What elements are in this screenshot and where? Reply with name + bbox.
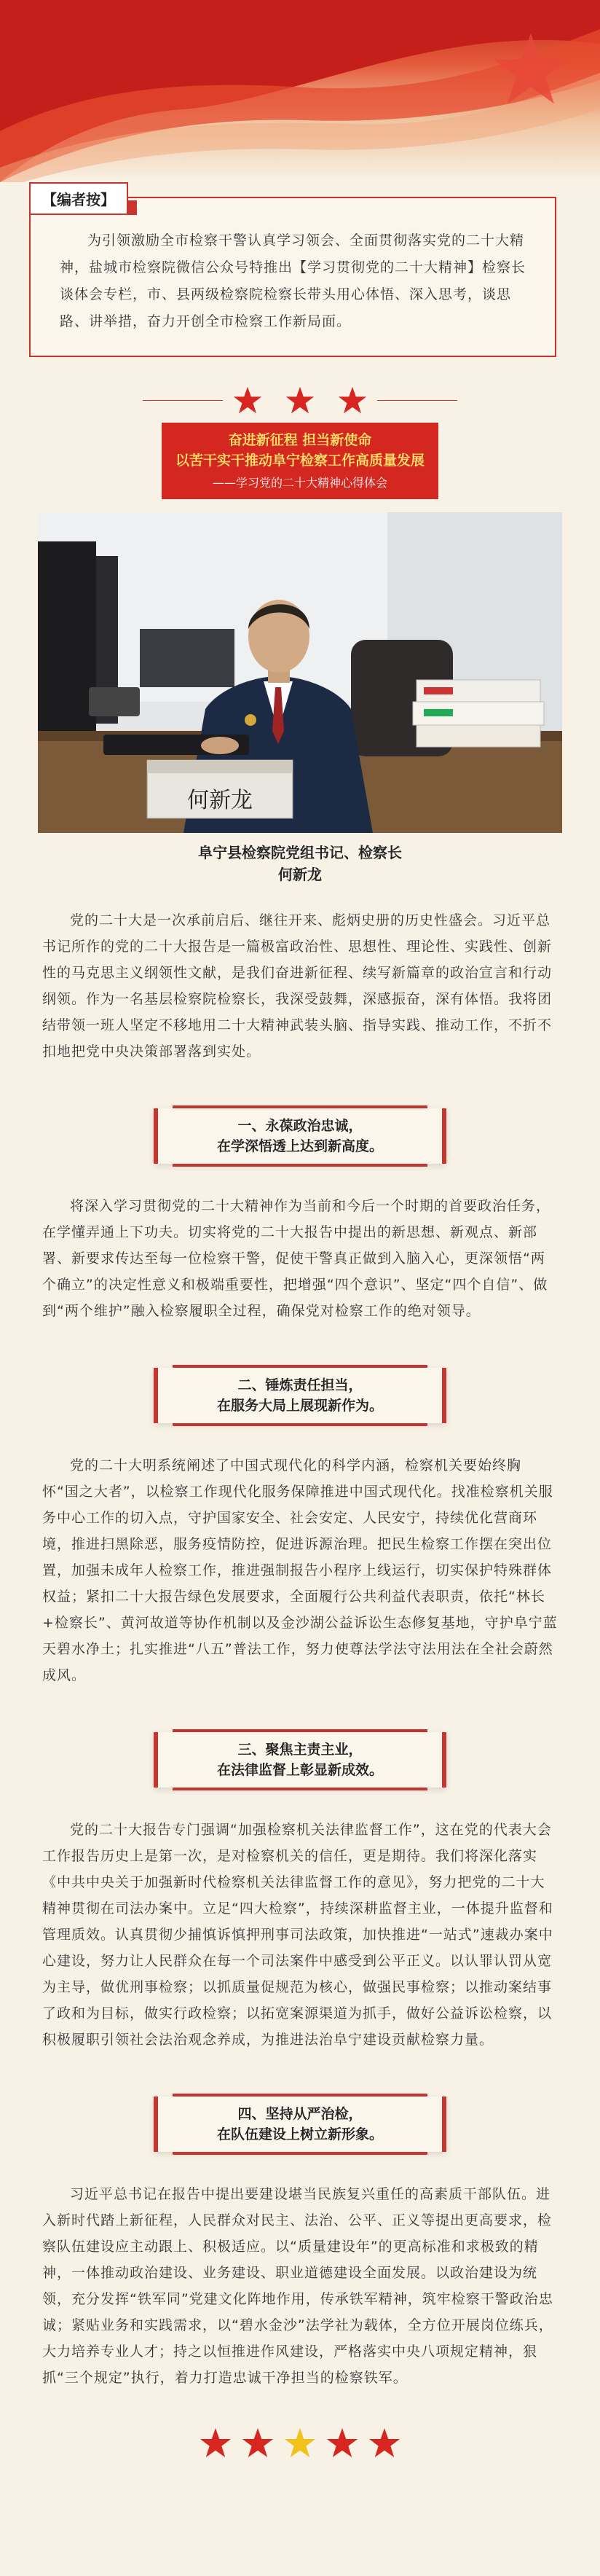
section-heading-1 [143, 1101, 457, 1171]
section-1-paragraph: 将深入学习贯彻党的二十大精神作为当前和今后一个时期的首要政治任务，在学懂弄通上下功夫。切实将党的二十大报告中提出的新思想、新观点、新部署、新要求传达至每一位检察干警，促使干警真正做到入脑入心，更深领悟“两个确立”的决定性意义和极端重要性，把增强“四个意识”、坚定“四个自信”、做到“两个维护”融入检察履职全过程，确保党对检察工作的绝对领导。 [42, 1198, 551, 1319]
red-star-icon [338, 386, 367, 414]
section-1-heading-line-1: 一、永葆政治忠诚， [237, 1118, 363, 1134]
article-title-box [162, 423, 438, 499]
editor-note-tag: 【编者按】 [29, 182, 128, 215]
intro-paragraph: 党的二十大是一次承前启后、继往开来、彪炳史册的历史性盛会。习近平总书记所作的党的二十大报告是一篇极富政治性、思想性、理论性、实践性、创新性的马克思主义纲领性文献，是我们奋进新征程、续写新篇章的政治宣言和行动纲领。作为一名基层检察院检察长，我深受鼓舞，深感振奋，深有体悟。我将团结带领一班人坚定不移地用二十大精神武装头脑、指导实践、推动工作，不折不扣地把党中央决策部署落到实处。 [42, 912, 553, 1060]
red-star-icon [285, 386, 315, 414]
section-4-heading-line-1: 四、坚持从严治检， [237, 2106, 363, 2122]
stars-divider [0, 386, 600, 414]
section-1-heading-line-2: 在学深悟透上达到新高度。 [216, 1138, 383, 1154]
divider-line-left [143, 400, 223, 401]
red-star-icon [326, 2427, 358, 2458]
title-subtitle: ——学习党的二十大精神心得体会 [212, 476, 387, 490]
section-heading-3 [143, 1725, 457, 1795]
banner-star-icon [491, 29, 571, 109]
red-star-icon [200, 2427, 232, 2458]
section-2-heading-line-1: 二、锤炼责任担当， [237, 1377, 363, 1393]
title-line-2: 以苦干实干推动阜宁检察工作高质量发展 [175, 453, 425, 469]
section-3-heading-line-2: 在法律监督上彰显新成效。 [216, 1762, 383, 1778]
editor-note-text: 为引领激励全市检察干警认真学习领会、全面贯彻落实党的二十大精神，盐城市检察院微信公众号特推出【学习贯彻党的二十大精神】检察长谈体会专栏，市、县两级检察院检察长带头用心体悟、深入思考，谈思路、讲举措，奋力开创全市检察工作新局面。 [60, 232, 526, 329]
section-heading-2 [143, 1361, 457, 1430]
nameplate-text: 何新龙 [187, 788, 253, 813]
red-star-icon [242, 2427, 274, 2458]
section-4-heading-line-2: 在队伍建设上树立新形象。 [216, 2126, 383, 2142]
section-3-paragraph: 党的二十大报告专门强调“加强检察机关法律监督工作”，这在党的代表大会工作报告历史上是第一次，是对检察机关的信任，更是期待。我们将深化落实《中共中央关于加强新时代检察机关法律监督工作的意见》，努力把党的二十大精神贯彻在司法办案中。立足“四大检察”，持续深耕监督主业，一体提升监督和管理质效。认真贯彻少捕慎诉慎押刑事司法政策，加快推进“一站式”速裁办案中心建设，努力让人民群众在每一个司法案件中感受到公平正义。以认罪认罚从宽为主导，做优刑事检察；以抓质量促规范为核心，做强民事检察；以推动案结事了政和为目标，做实行政检察；以拓宽案源渠道为抓手，做好公益诉讼检察，以积极履职引领社会法治观念养成，为推进法治阜宁建设贡献检察力量。 [42, 1822, 553, 2048]
red-star-icon [233, 386, 262, 414]
office-portrait-illustration [38, 512, 562, 833]
caption-name: 何新龙 [278, 866, 322, 883]
gold-star-icon [284, 2427, 316, 2458]
section-4-paragraph: 习近平总书记在报告中提出要建设堪当民族复兴重任的高素质干部队伍。进入新时代踏上新征程，人民群众对民主、法治、公平、正义等提出更高要求，检察队伍建设应主动跟上、积极适应。以“质量建设年”的更高标准和求极致的精神，一体推动政治建设、业务建设、职业道德建设全面发展。以政治建设为统领，充分发挥“铁军同”党建文化阵地作用，传承铁军精神，筑牢检察干警政治忠诚；紧贴业务和实践需求，以“碧水金沙”法学社为载体，全方位开展岗位练兵，大力培养专业人才；持之以恒推进作风建设，严格落实中央八项规定精神，狠抓“三个规定”执行，着力打造忠诚干净担当的检察铁军。 [42, 2186, 553, 2386]
section-heading-4 [143, 2089, 457, 2159]
footer-stars [0, 2427, 600, 2458]
portrait-photo [38, 512, 562, 833]
divider-line-right [377, 400, 457, 401]
editor-note-box [29, 191, 556, 357]
title-line-1: 奋进新征程 担当新使命 [228, 432, 372, 448]
photo-caption [0, 842, 600, 885]
caption-title: 阜宁县检察院党组书记、检察长 [198, 844, 402, 861]
header-banner [0, 0, 600, 182]
section-3-heading-line-1: 三、聚焦主责主业， [237, 1742, 363, 1758]
section-2-heading-line-2: 在服务大局上展现新作为。 [216, 1398, 383, 1414]
section-2-paragraph: 党的二十大明系统阐述了中国式现代化的科学内涵，检察机关要始终胸怀“国之大者”，以检察工作现代化服务保障推进中国式现代化。找准检察机关服务中心工作的切入点，守护国家安全、社会安定、人民安宁，持续优化营商环境，推进扫黑除恶，服务疫情防控，促进诉源治理。把民生检察工作摆在突出位置，加强未成年人检察工作，推进强制报告小程序上线运行，切实保护特殊群体权益；紧扣二十大报告绿色发展要求，全面履行公共利益代表职责，依托“林长+检察长”、黄河故道等协作机制以及金沙湖公益诉讼生态修复基地，守护阜宁蓝天碧水净土；扎实推进“八五”普法工作，努力使尊法学法守法用法在全社会蔚然成风。 [42, 1457, 558, 1683]
red-star-icon [368, 2427, 400, 2458]
